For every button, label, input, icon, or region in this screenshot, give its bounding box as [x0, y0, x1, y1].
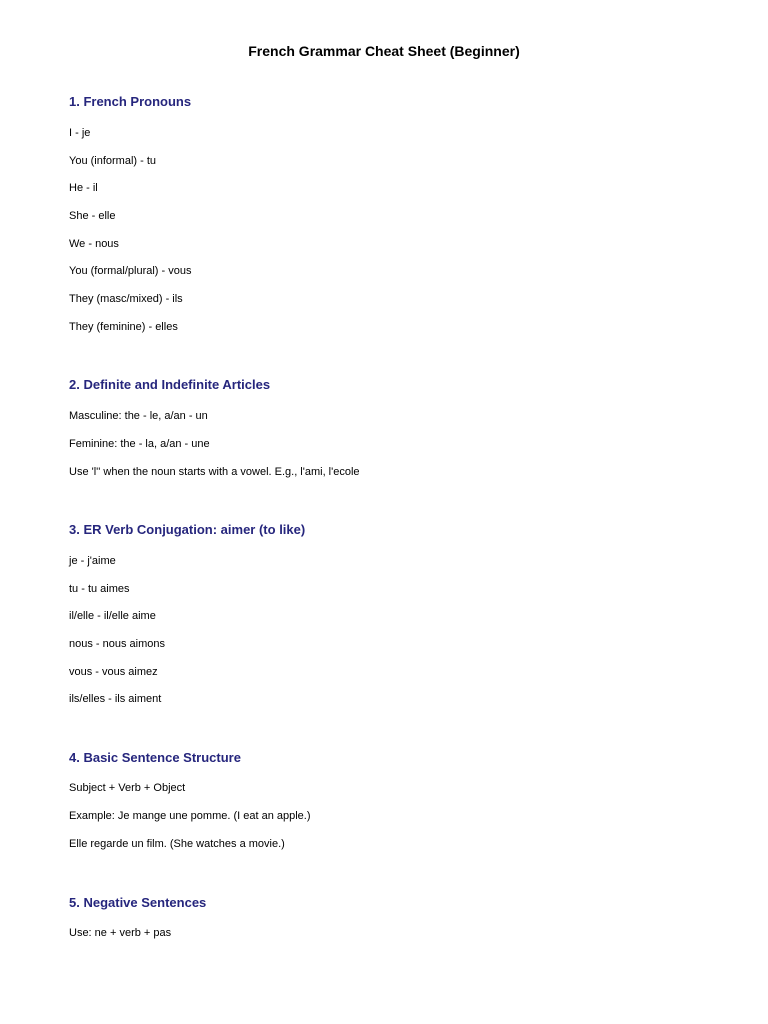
- list-item: Use: ne + verb + pas: [69, 927, 172, 939]
- section-heading: 2. Definite and Indefinite Articles: [69, 377, 271, 392]
- list-item: She - elle: [69, 210, 116, 222]
- list-item: Masculine: the - le, a/an - un: [69, 410, 208, 422]
- list-item: ils/elles - ils aiment: [69, 693, 162, 705]
- list-item: Subject + Verb + Object: [69, 782, 186, 794]
- section-heading: 4. Basic Sentence Structure: [69, 750, 241, 765]
- list-item: He - il: [69, 182, 98, 194]
- list-item: il/elle - il/elle aime: [69, 610, 156, 622]
- section-heading: 1. French Pronouns: [69, 94, 192, 109]
- list-item: They (masc/mixed) - ils: [69, 293, 183, 305]
- list-item: tu - tu aimes: [69, 583, 130, 595]
- list-item: Feminine: the - la, a/an - une: [69, 438, 210, 450]
- list-item: They (feminine) - elles: [69, 321, 178, 333]
- list-item: nous - nous aimons: [69, 638, 165, 650]
- list-item: je - j'aime: [69, 555, 116, 567]
- list-item: Use 'l'' when the noun starts with a vowel. E.g., l'ami, l'ecole: [69, 466, 360, 478]
- page-title: French Grammar Cheat Sheet (Beginner): [248, 43, 520, 59]
- section-heading: 5. Negative Sentences: [69, 895, 207, 910]
- section-heading: 3. ER Verb Conjugation: aimer (to like): [69, 522, 306, 537]
- list-item: vous - vous aimez: [69, 666, 158, 678]
- list-item: Example: Je mange une pomme. (I eat an apple.): [69, 810, 311, 822]
- list-item: I - je: [69, 127, 91, 139]
- list-item: We - nous: [69, 238, 119, 250]
- list-item: You (informal) - tu: [69, 155, 157, 167]
- list-item: You (formal/plural) - vous: [69, 265, 192, 277]
- list-item: Elle regarde un film. (She watches a movie.): [69, 838, 285, 850]
